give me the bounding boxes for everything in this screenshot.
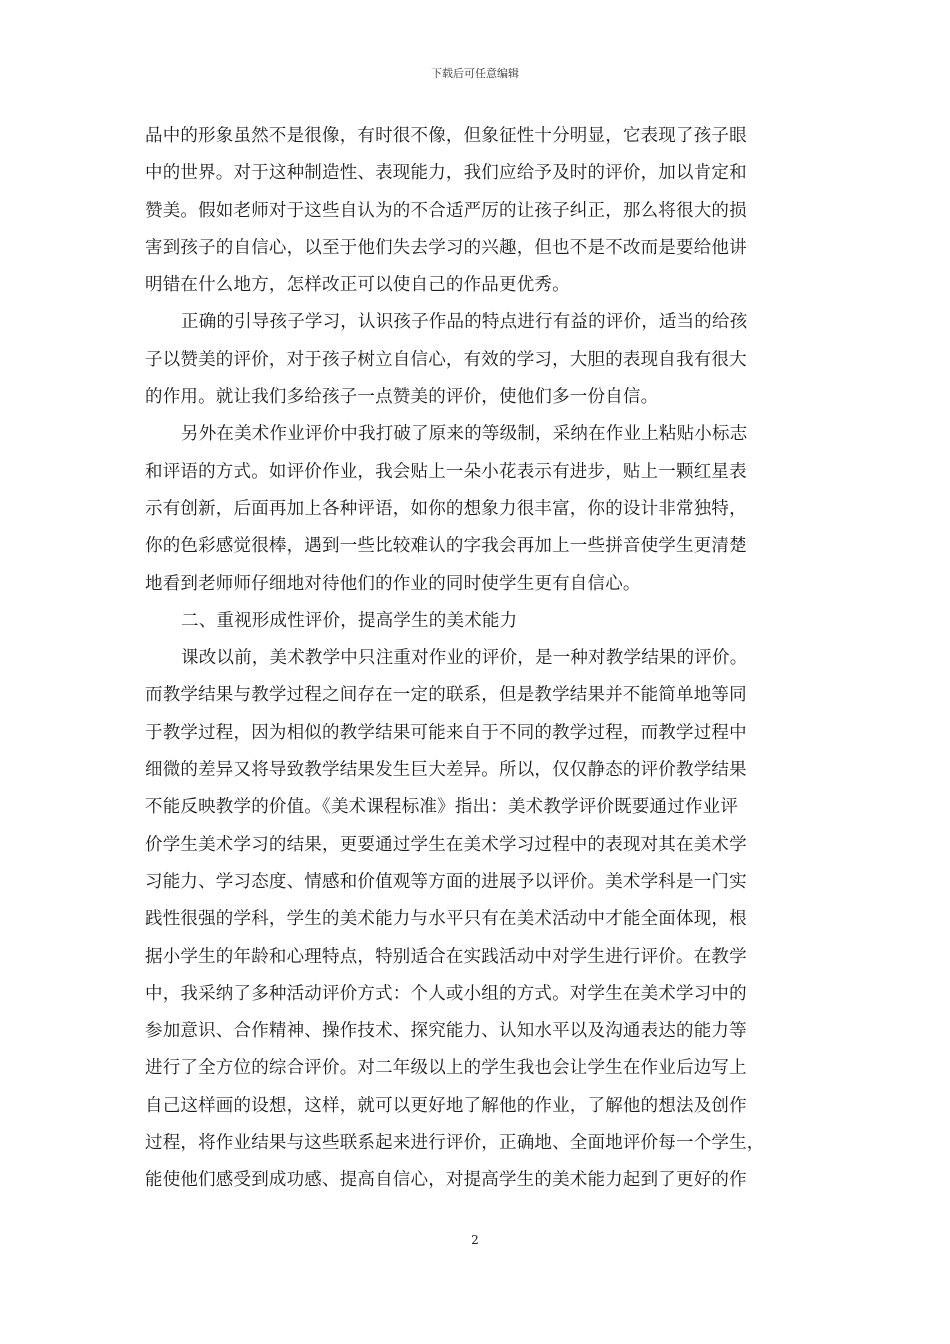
text-line: 害到孩子的自信心，以至于他们失去学习的兴趣，但也不是不改而是要给他讲 — [145, 237, 747, 258]
text-line: 过程，将作业结果与这些联系起来进行评价，正确地、全面地评价每一个学生， — [145, 1133, 765, 1154]
text-line: 另外在美术作业评价中我打破了原来的等级制，采纳在作业上粘贴小标志 — [181, 424, 748, 445]
text-line: 地看到老师师仔细地对待他们的作业的同时使学生更有自信心。 — [145, 573, 641, 594]
text-line: 二、重视形成性评价，提高学生的美术能力 — [181, 610, 518, 631]
text-line: 品中的形象虽然不是很像，有时很不像，但象征性十分明显，它表现了孩子眼 — [145, 126, 747, 146]
page-header: 下载后可任意编辑 — [431, 67, 519, 80]
text-line: 示有创新，后面再加上各种评语，如你的想象力很丰富，你的设计非常独特， — [145, 498, 747, 519]
text-line: 细微的差异又将导致教学结果发生巨大差异。所以，仅仅静态的评价教学结果 — [145, 760, 747, 781]
text-line: 中，我采纳了多种活动评价方式：个人或小组的方式。对学生在美术学习中的 — [145, 983, 747, 1004]
text-line: 进行了全方位的综合评价。对二年级以上的学生我也会让学生在作业后边写上 — [145, 1058, 747, 1079]
text-line: 习能力、学习态度、情感和价值观等方面的进展予以评价。美术学科是一门实 — [145, 871, 747, 892]
text-line: 价学生美术学习的结果，更要通过学生在美术学习过程中的表现对其在美术学 — [145, 834, 747, 855]
text-line: 而教学结果与教学过程之间存在一定的联系，但是教学结果并不能简单地等同 — [145, 685, 747, 706]
text-line: 正确的引导孩子学习，认识孩子作品的特点进行有益的评价，适当的给孩 — [181, 312, 748, 333]
text-line: 赞美。假如老师对于这些自认为的不合适严厉的让孩子纠正，那么将很大的损 — [145, 200, 747, 221]
text-line: 不能反映教学的价值。《美术课程标准》指出：美术教学评价既要通过作业评 — [145, 797, 739, 818]
body-text — [145, 118, 805, 1200]
text-line: 子以赞美的评价，对于孩子树立自信心，有效的学习，大胆的表现自我有很大 — [145, 349, 747, 370]
text-line: 课改以前，美术教学中只注重对作业的评价，是一种对教学结果的评价。 — [181, 648, 748, 669]
text-line: 践性很强的学科，学生的美术能力与水平只有在美术活动中才能全面体现，根 — [145, 909, 747, 930]
text-line: 你的色彩感觉很棒，遇到一些比较难认的字我会再加上一些拼音使学生更清楚 — [145, 536, 747, 557]
page-number: 2 — [471, 1233, 479, 1247]
text-line: 据小学生的年龄和心理特点，特别适合在实践活动中对学生进行评价。在教学 — [145, 946, 747, 967]
text-line: 于教学过程，因为相似的教学结果可能来自于不同的教学过程，而教学过程中 — [145, 722, 747, 743]
text-line: 和评语的方式。如评价作业，我会贴上一朵小花表示有进步，贴上一颗红星表 — [145, 461, 747, 482]
text-line: 能使他们感受到成功感、提高自信心，对提高学生的美术能力起到了更好的作 — [145, 1170, 747, 1191]
text-line: 明错在什么地方，怎样改正可以使自己的作品更优秀。 — [145, 275, 570, 296]
text-line: 中的世界。对于这种制造性、表现能力，我们应给予及时的评价，加以肯定和 — [145, 163, 747, 184]
text-line: 的作用。就让我们多给孩子一点赞美的评价，使他们多一份自信。 — [145, 387, 659, 408]
text-line: 参加意识、合作精神、操作技术、探究能力、认知水平以及沟通表达的能力等 — [145, 1021, 747, 1042]
text-line: 自己这样画的设想，这样，就可以更好地了解他的作业，了解他的想法及创作 — [145, 1095, 747, 1116]
